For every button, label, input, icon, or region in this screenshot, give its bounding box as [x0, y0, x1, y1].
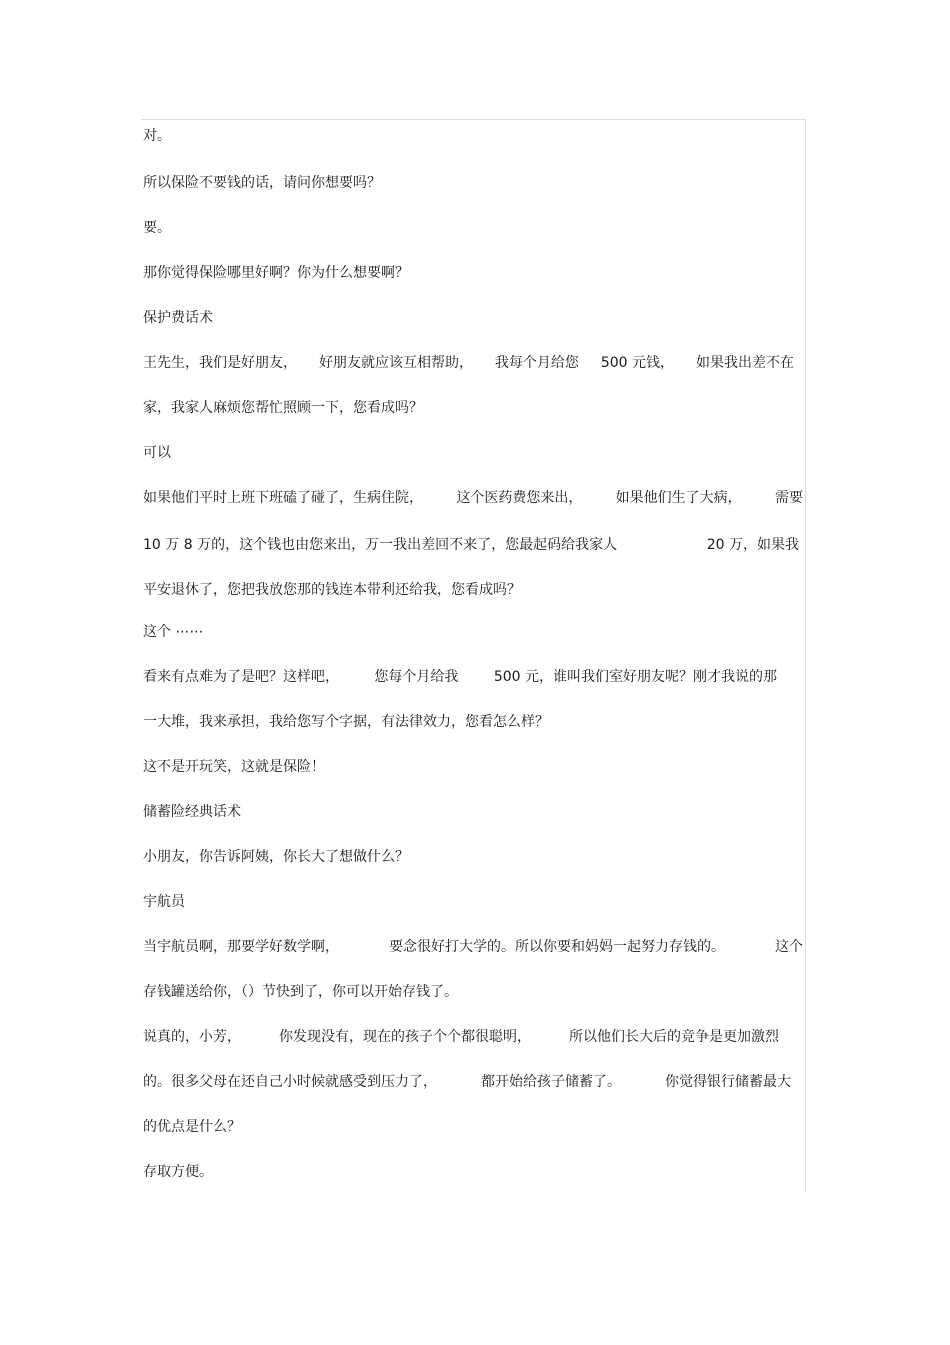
text-line	[143, 667, 777, 687]
text-segment: 所以他们长大后的竞争是更加激烈	[569, 1029, 779, 1045]
text-segment: 如果我出差不在	[695, 355, 794, 371]
text-segment: 要念很好打大学的。所以你要和妈妈一起努力存钱的。	[389, 939, 725, 955]
text-segment: 你发现没有，现在的孩子个个都很聪明，	[279, 1029, 531, 1045]
text-segment: 王先生，我们是好朋友，	[143, 355, 297, 371]
text-segment: 当宇航员啊，那要学好数学啊，	[143, 939, 339, 955]
text-segment: 10 万 8 万的，这个钱也由您来出，万一我出差回不来了，您最起码给我家人	[143, 537, 618, 553]
text-segment: 需要	[774, 490, 803, 506]
text-line: 所以保险不要钱的话，请问你想要吗？	[143, 175, 381, 191]
text-line	[143, 1072, 791, 1092]
text-segment: 看来有点难为了是吧？这样吧，	[143, 669, 339, 685]
text-line: 宇航员	[143, 894, 185, 910]
text-line	[143, 937, 803, 957]
text-line: 那你觉得保险哪里好啊？你为什么想要啊？	[143, 265, 409, 281]
text-line: 的优点是什么？	[143, 1119, 241, 1135]
text-segment: 的。很多父母在还自己小时候就感受到压力了，	[143, 1074, 437, 1090]
text-line: 一大堆，我来承担，我给您写个字据，有法律效力，您看怎么样？	[143, 714, 549, 730]
text-segment: 我每个月给您	[494, 355, 579, 371]
text-segment: 说真的，小芳，	[143, 1029, 241, 1045]
section-heading: 储蓄险经典话术	[143, 804, 241, 820]
text-line	[143, 353, 794, 373]
text-line: 家，我家人麻烦您帮忙照顾一下，您看成吗？	[143, 400, 423, 416]
text-line: 存钱罐送给你，（）节快到了，你可以开始存钱了。	[143, 984, 458, 1000]
text-line: 小朋友，你告诉阿姨，你长大了想做什么？	[143, 849, 409, 865]
text-line: 要。	[143, 220, 171, 236]
text-segment: 如果他们生了大病，	[615, 490, 742, 506]
text-segment: 500 元钱，	[600, 355, 675, 371]
text-segment: 这个	[775, 939, 803, 955]
text-segment: 20 万，如果我	[706, 537, 799, 553]
section-heading: 保护费话术	[143, 310, 213, 326]
text-line: 存取方便。	[143, 1164, 213, 1180]
text-segment: 这个医药费您来出，	[456, 490, 583, 506]
text-line	[143, 1027, 779, 1047]
text-line: 这不是开玩笑，这就是保险！	[143, 759, 325, 775]
text-segment: 你觉得银行储蓄最大	[665, 1074, 791, 1090]
text-segment: 您每个月给我	[374, 669, 459, 685]
text-line	[143, 488, 803, 508]
text-line: 这个 ⋯⋯	[143, 624, 204, 640]
text-line: 平安退休了，您把我放您那的钱连本带利还给我，您看成吗？	[143, 582, 521, 598]
text-segment: 都开始给孩子储蓄了。	[481, 1074, 621, 1090]
text-line: 可以	[143, 445, 171, 461]
text-segment: 好朋友就应该互相帮助，	[318, 355, 473, 371]
text-segment: 如果他们平时上班下班磕了碰了，生病住院，	[143, 490, 423, 506]
text-segment: 500 元，谁叫我们室好朋友呢？刚才我说的那	[493, 669, 777, 685]
text-line: 对。	[143, 128, 171, 144]
text-line	[143, 535, 799, 555]
